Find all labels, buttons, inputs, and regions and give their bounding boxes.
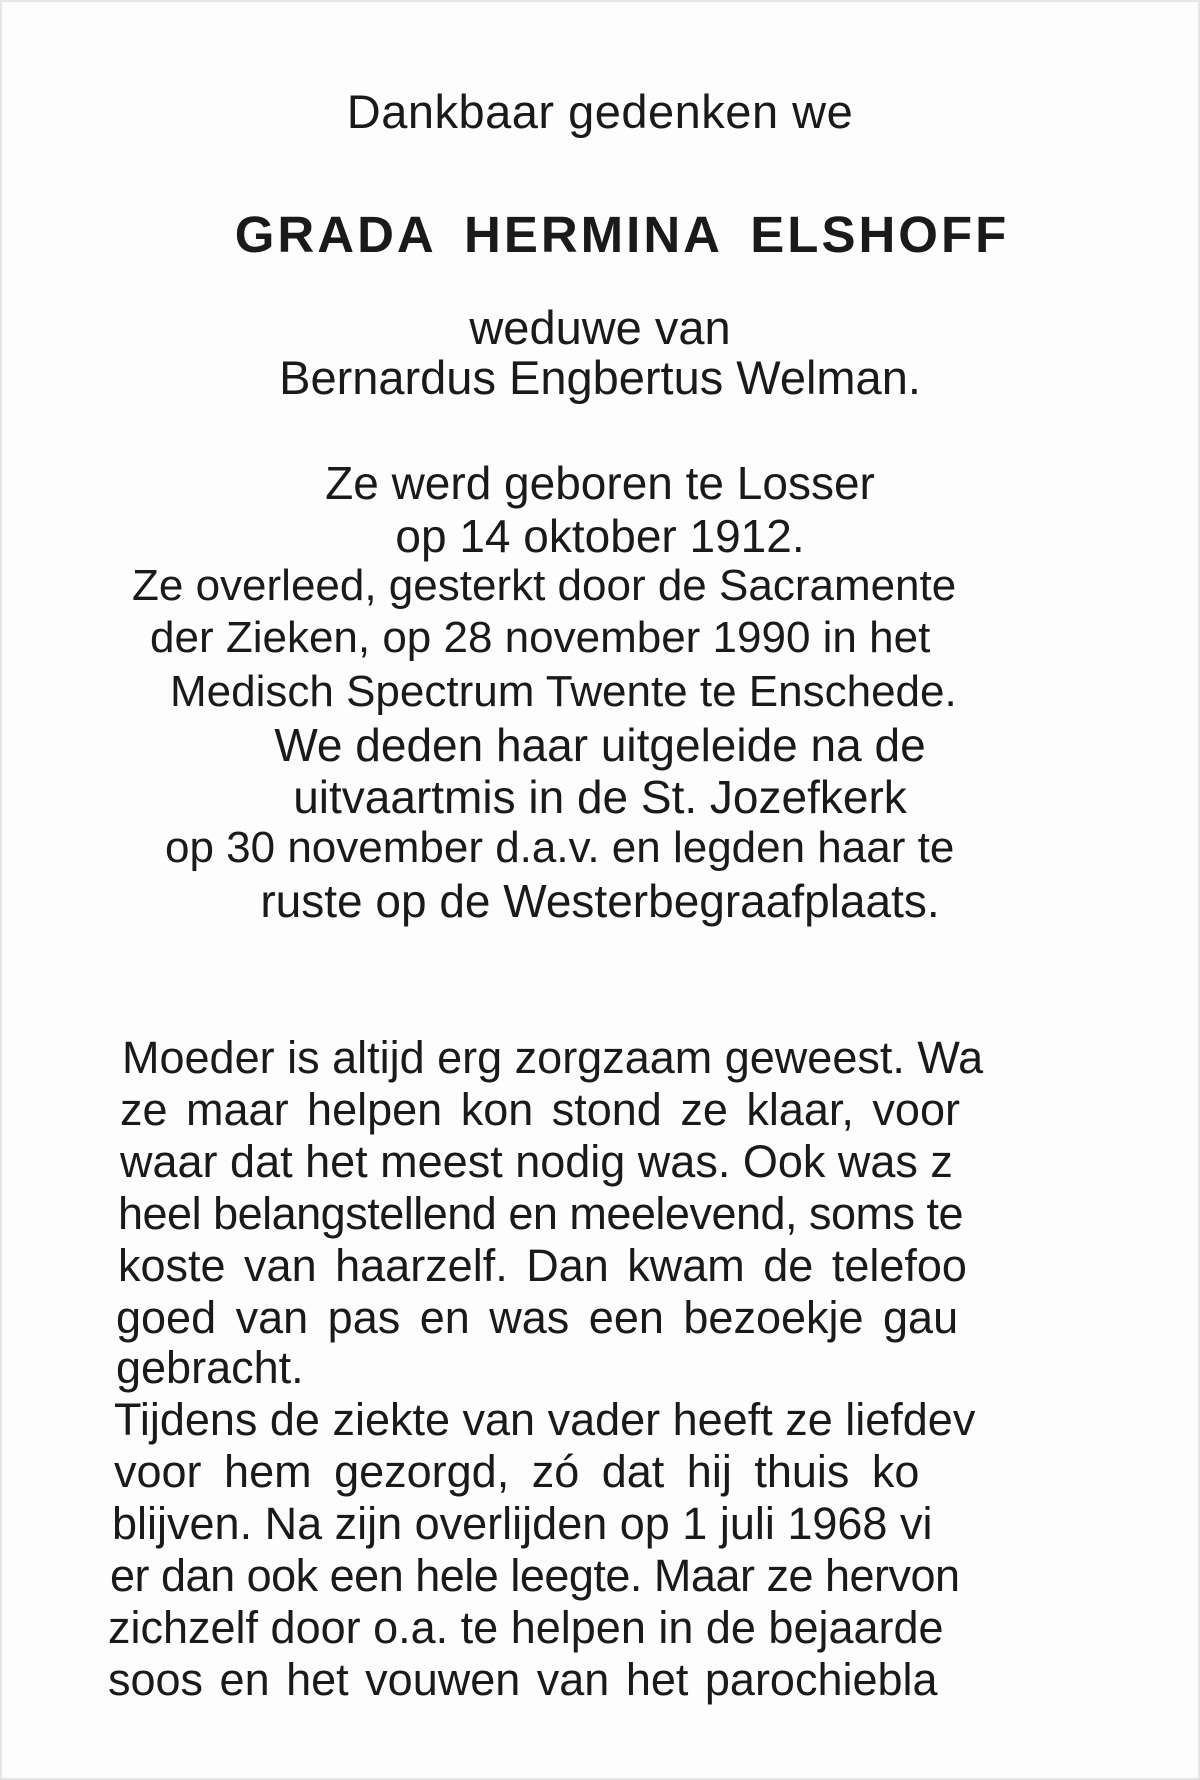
biography-line: Medisch Spectrum Twente te Enschede.: [170, 667, 957, 716]
biography-line: ruste op de Westerbegraafplaats.: [260, 875, 940, 927]
biography-line: Ze overleed, gesterkt door de Sacramente: [132, 561, 957, 610]
tribute-line: soos en het vouwen van het parochiebla: [108, 1654, 938, 1705]
tribute-line: er dan ook een hele leegte. Maar ze hervon: [110, 1550, 960, 1601]
tribute-line: waar dat het meest nodig was. Ook was z: [120, 1136, 953, 1187]
biography-line: op 30 november d.a.v. en legden haar te: [165, 823, 955, 872]
tribute-line: blijven. Na zijn overlijden op 1 juli 1968 vi: [112, 1498, 933, 1549]
intro-line: Dankbaar gedenken we: [346, 85, 854, 138]
tribute-line: goed van pas en was een bezoekje gau: [116, 1292, 959, 1343]
tribute-line: voor hem gezorgd, zó dat hij thuis ko: [114, 1446, 920, 1497]
biography-line: uitvaartmis in de St. Jozefkerk: [293, 771, 907, 823]
tribute-line: ze maar helpen kon stond ze klaar, voor: [120, 1084, 960, 1135]
tribute-line: gebracht.: [116, 1342, 304, 1393]
deceased-name: GRADA HERMINA ELSHOFF: [234, 206, 1010, 263]
tribute-line: koste van haarzelf. Dan kwam de telefoo: [118, 1240, 967, 1291]
tribute-line: heel belangstellend en meelevend, soms te: [118, 1188, 964, 1239]
biography-line: der Zieken, op 28 november 1990 in het: [150, 613, 931, 662]
biography-line: op 14 oktober 1912.: [395, 510, 805, 562]
tribute-line: Moeder is altijd erg zorgzaam geweest. Wa: [122, 1032, 984, 1083]
spouse-name: Bernardus Engbertus Welman.: [279, 351, 921, 404]
biography-line: We deden haar uitgeleide na de: [274, 719, 926, 771]
tribute-line: Tijdens de ziekte van vader heeft ze liefdev: [114, 1394, 976, 1445]
tribute-line: zichzelf door o.a. te helpen in de bejaarde: [108, 1602, 944, 1653]
widow-of-line: weduwe van: [469, 301, 731, 354]
biography-line: Ze werd geboren te Losser: [325, 457, 875, 509]
